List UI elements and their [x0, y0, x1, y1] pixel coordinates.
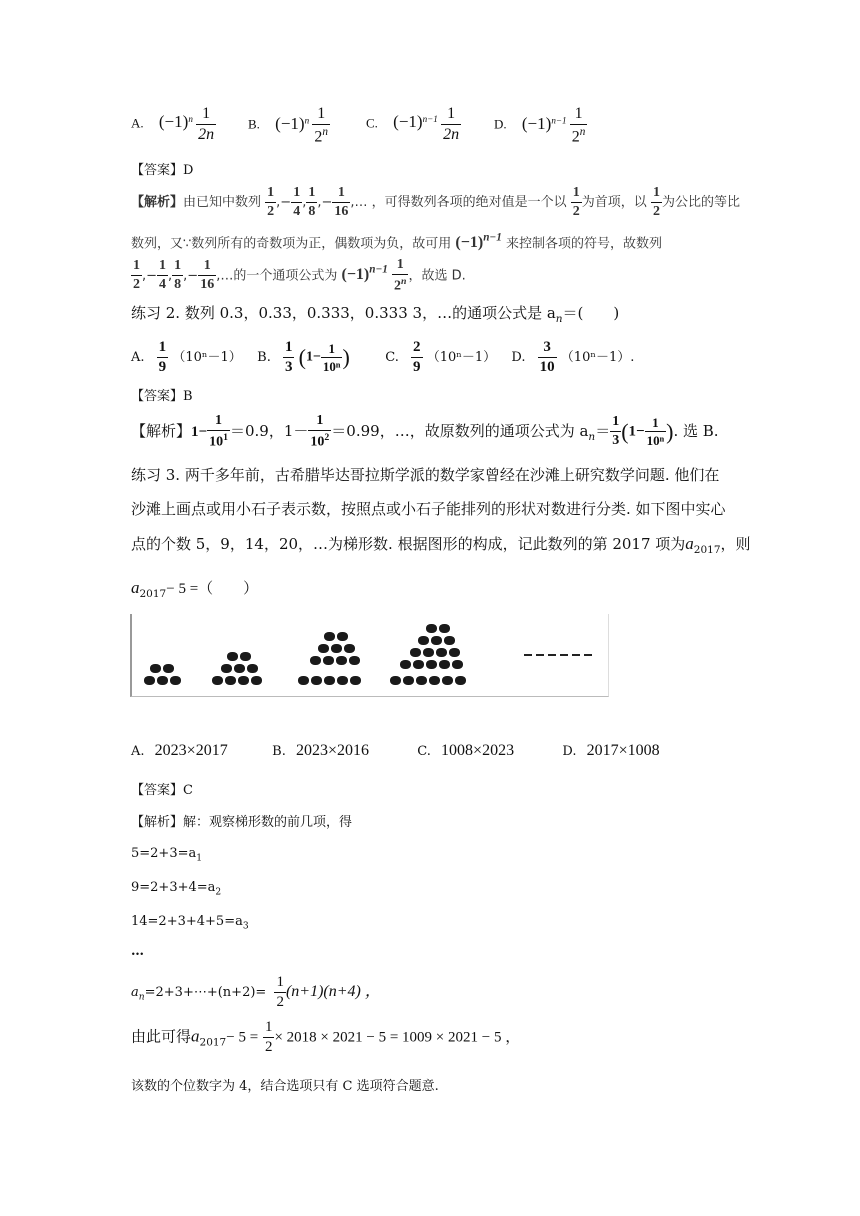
stone-dot: [227, 652, 238, 661]
half-fraction: $\frac{1}{2}$: [652, 185, 660, 219]
option-base: (−1): [158, 112, 189, 132]
general-term-fraction: $\frac{1}{2^n}$: [394, 257, 407, 294]
option-letter: D.: [494, 116, 507, 132]
seq-term-3: $\frac{1}{8}$: [308, 185, 316, 219]
trapezoid-dots-figure: [130, 614, 609, 697]
q3-line4: $a_{2017}- 5$ =（ ）: [131, 578, 259, 600]
stone-dot: [318, 644, 329, 653]
stone-dot: [349, 656, 360, 665]
stone-dot: [238, 676, 249, 685]
stone-dot: [403, 676, 414, 685]
q1-analysis-line1: 【解析】由已知中数列 $\frac{1}{2}$ ,− $\frac{1}{4}$ , $\frac{1}{8}$ ,− $\frac{1}{16}$ ,… ，可得数列各项的绝对值是一个以 $\frac{1}{2}$ 为首项，以 $\frac{1}{2}$ 为公比的等比: [131, 185, 740, 219]
stone-dot: [400, 660, 411, 669]
q1-analysis-line2: [131, 232, 662, 252]
option-letter: C.: [366, 115, 378, 131]
q2-answer: 【答案】B: [131, 389, 193, 404]
continuation-dash: [572, 654, 580, 656]
stone-dot: [439, 624, 450, 633]
q3-option-a: A. 2023×2017: [131, 742, 228, 759]
q2-option-a: A. $\frac{1}{9}$ （10ⁿ－1）: [131, 339, 242, 375]
analysis-text: ，故选 D.: [408, 268, 466, 284]
seq-term-3: $\frac{1}{8}$: [174, 258, 182, 293]
seq-term-4: $\frac{1}{16}$: [334, 185, 349, 219]
q1-option-d: [494, 106, 587, 145]
analysis-text: 来控制各项的符号，故数列: [505, 236, 662, 252]
analysis-text: 为公比的等比: [661, 195, 740, 210]
q1-answer: 【答案】D: [131, 163, 194, 178]
continuation-dash: [524, 654, 532, 656]
stone-dot: [311, 676, 322, 685]
half-fraction: $\frac{1}{2}$: [572, 185, 580, 219]
stone-dot: [234, 664, 245, 673]
q3-line2: 沙滩上画点或用小石子表示数，按照点或小石子能排列的形状对数进行分类. 如下图中实心: [131, 500, 726, 518]
option-base: (−1): [275, 113, 305, 133]
continuation-dash: [584, 654, 592, 656]
option-fraction: $\frac{1}{2n}$: [443, 105, 460, 143]
analysis-text: 为首项，以: [581, 195, 647, 210]
q3-options: [131, 742, 660, 760]
stone-dot: [423, 648, 434, 657]
stone-dot: [212, 676, 223, 685]
stone-dot: [439, 660, 450, 669]
q3-line1: 练习 3. 两千多年前，古希腊毕达哥拉斯学派的数学家曾经在沙滩上研究数学问题. 他们在: [131, 466, 720, 484]
stone-dot: [452, 660, 463, 669]
stone-dot: [426, 624, 437, 633]
option-exp: n: [188, 114, 193, 125]
stone-dot: [150, 664, 161, 673]
q3-option-b: B. 2023×2016: [272, 742, 369, 759]
q2-option-b: B. $\frac{1}{3}$ (1− $\frac{1}{\text{10ⁿ}}$ ): [257, 339, 350, 375]
stone-dot: [344, 644, 355, 653]
q3-ellipsis: …: [131, 944, 144, 959]
stone-dot: [413, 660, 424, 669]
stone-dot: [225, 676, 236, 685]
q2-option-c: C. $\frac{2}{9}$ （10ⁿ－1）: [385, 339, 497, 375]
stone-dot: [442, 676, 453, 685]
general-term-formula: $(-1)^{n-1}$: [341, 264, 388, 284]
continuation-dash: [548, 654, 556, 656]
q1-option-b: [248, 106, 330, 145]
stone-dot: [431, 636, 442, 645]
q3-option-c: C. 1008×2023: [417, 742, 515, 759]
option-exp: n−1: [551, 115, 567, 126]
stone-dot: [390, 676, 401, 685]
stone-dot: [455, 676, 466, 685]
stone-dot: [324, 676, 335, 685]
q2-options: [131, 340, 634, 375]
analysis-tag: 【解析】: [131, 195, 184, 210]
stone-dot: [298, 676, 309, 685]
stone-dot: [163, 664, 174, 673]
stone-dot: [410, 648, 421, 657]
stone-dot: [251, 676, 262, 685]
q3-general-term: $a_n=2+3+\cdots+(n+2)=$ $\frac{1}{2}$ (n+1)(n+4) ，: [131, 974, 381, 1010]
stone-dot: [336, 656, 347, 665]
stone-dot: [337, 632, 348, 641]
analysis-text: ,…的一个通项公式为: [216, 268, 338, 284]
option-exp: n−1: [422, 114, 438, 125]
stone-dot: [170, 676, 181, 685]
stone-dot: [449, 648, 460, 657]
stone-dot: [416, 676, 427, 685]
q2-option-d: D. $\frac{3}{10}$ （10ⁿ－1）.: [511, 339, 635, 375]
stone-dot: [157, 676, 168, 685]
seq-term-1: $\frac{1}{2}$: [267, 185, 275, 219]
stone-dot: [331, 644, 342, 653]
stone-dot: [247, 664, 258, 673]
q3-option-d: D. 2017×1008: [562, 742, 660, 759]
q1-analysis-line3: $\frac{1}{2}$ ,− $\frac{1}{4}$ , $\frac{1}{8}$ ,− $\frac{1}{16}$ ,…的一个通项公式为 $(-1)^{n-1}$ $\frac{1}{2^n}$ ，故选 D.: [133, 257, 466, 294]
option-fraction: $\frac{1}{2^n}$: [314, 105, 328, 146]
stone-dot: [144, 676, 155, 685]
q3-line3: 点的个数 5，9，14，20，…为梯形数. 根据图形的构成，记此数列的第 2017 项为$a_{2017}$，则: [131, 534, 751, 556]
option-letter: A.: [131, 115, 144, 131]
stone-dot: [337, 676, 348, 685]
q3-eq1: $5=2+3=a_1$: [131, 846, 203, 864]
stone-dot: [429, 676, 440, 685]
stone-dot: [418, 636, 429, 645]
analysis-text: 数列，又∵数列所有的奇数项为正，偶数项为负，故可用: [131, 236, 452, 252]
stone-dot: [350, 676, 361, 685]
q1-option-c: [366, 106, 461, 143]
option-base: (−1): [393, 112, 423, 132]
q2-prompt: 练习 2. 数列 0.3，0.33，0.333，0.333 3，…的通项公式是 $a_n=$( ): [131, 304, 620, 325]
stone-dot: [436, 648, 447, 657]
q1-option-a: [131, 106, 216, 143]
option-fraction: $\frac{1}{2^n}$: [571, 105, 586, 146]
seq-term-2: $\frac{1}{4}$: [293, 185, 301, 219]
q2-analysis: 【解析】1− $\frac{1}{10^1}$ ＝0.9，1－ $\frac{1}{10^2}$ ＝0.99，…，故原数列的通项公式为 $a_n=$ $\frac{1}{3}$ (1− $\frac{1}{\text{10ⁿ}}$ ). 选 B.: [131, 413, 719, 450]
option-fraction: $\frac{1}{2n}$: [198, 105, 215, 143]
q3-conclusion: 该数的个位数字为 4，结合选项只有 C 选项符合题意.: [131, 1079, 439, 1094]
analysis-text: 由已知中数列: [183, 195, 262, 210]
q3-eq3: $14=2+3+4+5=a_3$: [131, 914, 249, 932]
continuation-dash: [536, 654, 544, 656]
option-base: (−1): [521, 113, 552, 133]
q3-analysis: 【解析】解：观察梯形数的前几项，得: [131, 815, 353, 830]
sign-formula: $(-1)^{n-1}$: [455, 232, 502, 252]
q3-result: 由此可得$a_{2017}- 5$ = $\frac{1}{2}$ × 2018 × 2021 − 5 = 1009 × 2021 − 5 ，: [131, 1019, 521, 1055]
q3-answer: 【答案】C: [131, 783, 193, 798]
stone-dot: [221, 664, 232, 673]
stone-dot: [310, 656, 321, 665]
stone-dot: [426, 660, 437, 669]
q3-eq2: $9=2+3+4=a_2$: [131, 880, 222, 898]
seq-term-2: $\frac{1}{4}$: [159, 258, 167, 293]
stone-dot: [444, 636, 455, 645]
stone-dot: [240, 652, 251, 661]
option-exp: n: [304, 115, 310, 126]
analysis-text: ,… ，可得数列各项的绝对值是一个以: [350, 195, 567, 210]
seq-term-1: $\frac{1}{2}$: [133, 258, 140, 293]
seq-term-4: $\frac{1}{16}$: [200, 258, 215, 293]
stone-dot: [323, 656, 334, 665]
option-letter: B.: [248, 116, 260, 132]
continuation-dash: [560, 654, 568, 656]
stone-dot: [324, 632, 335, 641]
